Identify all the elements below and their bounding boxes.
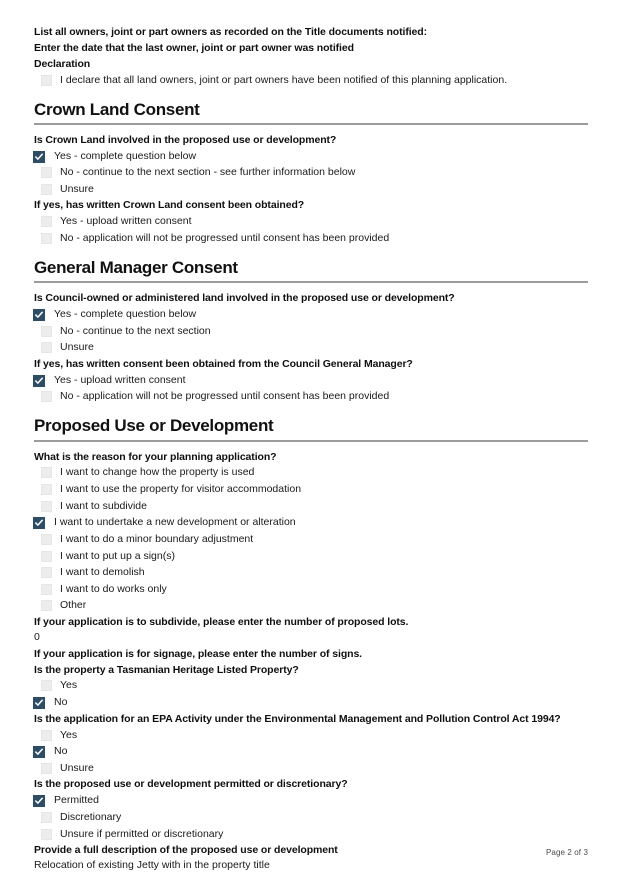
- section-heading-crown-land: Crown Land Consent: [34, 99, 200, 119]
- checkbox-label-gm-unsure: Unsure: [60, 341, 94, 354]
- checkbox-label-reason-change-use: I want to change how the property is used: [60, 466, 255, 479]
- question-crown-consent-obtained: If yes, has written Crown Land consent been obtained?: [34, 199, 305, 212]
- checkbox-label-reason-new-development: I want to undertake a new development or alteration: [54, 516, 296, 529]
- checkbox-label-gm-no: No - continue to the next section: [60, 324, 211, 337]
- check-icon: [35, 519, 43, 527]
- checkbox-label-crown-consent-yes: Yes - upload written consent: [60, 215, 192, 228]
- checkbox-row-declaration[interactable]: [34, 74, 588, 87]
- checkbox-row-reason-change-use[interactable]: [34, 466, 588, 479]
- list-owners-label: List all owners, joint or part owners as recorded on the Title documents notified:: [34, 26, 427, 38]
- section-proposed-use-or-development: [34, 416, 588, 872]
- checkbox-label-heritage-yes: Yes: [60, 679, 78, 692]
- checkbox-label-reason-boundary-adjustment: I want to do a minor boundary adjustment: [60, 532, 254, 545]
- check-icon: [35, 699, 43, 707]
- question-gm-consent-obtained: If yes, has written consent been obtained from the Council General Manager?: [34, 357, 413, 370]
- checkbox-reason-new-development[interactable]: [33, 517, 45, 529]
- checkbox-epa-yes[interactable]: [41, 730, 52, 741]
- checkbox-reason-signage[interactable]: [41, 551, 52, 562]
- checkbox-row-reason-boundary-adjustment[interactable]: [34, 533, 588, 546]
- section-general-manager-consent: [34, 258, 588, 403]
- checkbox-label-crown-yes: Yes - complete question below: [54, 149, 197, 162]
- checkbox-row-crown-consent-no[interactable]: [34, 232, 588, 245]
- checkbox-row-reason-subdivide[interactable]: [34, 500, 588, 513]
- checkbox-declaration[interactable]: [41, 75, 52, 86]
- checkbox-label-gm-consent-yes: Yes - upload written consent: [54, 373, 186, 386]
- checkbox-row-heritage-no[interactable]: [34, 696, 588, 709]
- section-divider-crown-land: [34, 123, 588, 125]
- question-full-description: Provide a full description of the proposed use or development: [34, 844, 338, 857]
- checkbox-reason-subdivide[interactable]: [41, 501, 52, 512]
- checkbox-label-crown-consent-no: No - application will not be progressed until consent has been provided: [60, 231, 390, 244]
- checkbox-gm-unsure[interactable]: [41, 342, 52, 353]
- checkbox-label-reason-demolish: I want to demolish: [60, 566, 145, 579]
- checkbox-label-reason-subdivide: I want to subdivide: [60, 499, 147, 512]
- checkbox-permitted[interactable]: [33, 795, 45, 807]
- checkbox-crown-yes[interactable]: [33, 151, 45, 163]
- page-content: [34, 26, 588, 873]
- checkbox-crown-consent-yes[interactable]: [41, 216, 52, 227]
- question-crown-land-involved: Is Crown Land involved in the proposed use or development?: [34, 133, 337, 146]
- checkbox-row-reason-visitor-accommodation[interactable]: [34, 483, 588, 496]
- checkbox-row-reason-works-only[interactable]: [34, 583, 588, 596]
- checkbox-row-crown-yes[interactable]: [34, 150, 588, 163]
- value-full-description: Relocation of existing Jetty with in the property title: [34, 859, 270, 872]
- checkbox-label-gm-consent-no: No - application will not be progressed until consent has been provided: [60, 390, 390, 403]
- check-icon: [35, 748, 43, 756]
- checkbox-row-gm-yes[interactable]: [34, 308, 588, 321]
- checkbox-row-epa-unsure[interactable]: [34, 762, 588, 775]
- question-permitted-or-discretionary: Is the proposed use or development permitted or discretionary?: [34, 778, 348, 791]
- check-icon: [35, 797, 43, 805]
- checkbox-label-crown-unsure: Unsure: [60, 182, 94, 195]
- checkbox-row-gm-unsure[interactable]: [34, 341, 588, 354]
- question-number-of-lots: If your application is to subdivide, please enter the number of proposed lots.: [34, 616, 409, 629]
- checkbox-row-reason-other[interactable]: [34, 599, 588, 612]
- checkbox-reason-works-only[interactable]: [41, 584, 52, 595]
- checkbox-label-permitted: Permitted: [54, 794, 99, 807]
- date-notified-label: Enter the date that the last owner, joint or part owner was notified: [34, 41, 354, 54]
- checkbox-label-reason-other: Other: [60, 599, 87, 612]
- checkbox-epa-unsure[interactable]: [41, 763, 52, 774]
- declaration-label: Declaration: [34, 57, 91, 70]
- checkbox-heritage-yes[interactable]: [41, 680, 52, 691]
- checkbox-unsure-permitted[interactable]: [41, 829, 52, 840]
- checkbox-row-epa-no[interactable]: [34, 745, 588, 758]
- checkbox-row-crown-no[interactable]: [34, 166, 588, 179]
- checkbox-gm-consent-yes[interactable]: [33, 375, 45, 387]
- check-icon: [35, 311, 43, 319]
- section-heading-general-manager: General Manager Consent: [34, 258, 238, 278]
- checkbox-reason-demolish[interactable]: [41, 567, 52, 578]
- checkbox-reason-boundary-adjustment[interactable]: [41, 534, 52, 545]
- checkbox-row-crown-unsure[interactable]: [34, 183, 588, 196]
- section-divider-proposed-use: [34, 440, 588, 442]
- checkbox-row-reason-signage[interactable]: [34, 550, 588, 563]
- checkbox-label-reason-signage: I want to put up a sign(s): [60, 549, 175, 562]
- section-divider-general-manager: [34, 281, 588, 283]
- section-heading-proposed-use: Proposed Use or Development: [34, 416, 274, 436]
- checkbox-label-declaration: I declare that all land owners, joint or part owners have been notified of this planning application.: [60, 73, 508, 86]
- question-heritage-listed: Is the property a Tasmanian Heritage Listed Property?: [34, 663, 299, 676]
- checkbox-reason-change-use[interactable]: [41, 467, 52, 478]
- checkbox-row-epa-yes[interactable]: [34, 729, 588, 742]
- checkbox-row-crown-consent-yes[interactable]: [34, 215, 588, 228]
- checkbox-gm-no[interactable]: [41, 326, 52, 337]
- checkbox-row-discretionary[interactable]: [34, 811, 588, 824]
- checkbox-label-gm-yes: Yes - complete question below: [54, 308, 197, 320]
- checkbox-row-reason-demolish[interactable]: [34, 566, 588, 579]
- section-crown-land-consent: [34, 100, 588, 245]
- checkbox-row-gm-consent-no[interactable]: [34, 390, 588, 403]
- check-icon: [35, 153, 43, 161]
- checkbox-epa-no[interactable]: [33, 746, 45, 758]
- checkbox-label-reason-works-only: I want to do works only: [60, 582, 167, 595]
- checkbox-discretionary[interactable]: [41, 812, 52, 823]
- checkbox-label-crown-no: No - continue to the next section - see further information below: [60, 166, 356, 179]
- question-application-reason: What is the reason for your planning application?: [34, 450, 277, 463]
- checkbox-crown-no[interactable]: [41, 167, 52, 178]
- checkbox-crown-unsure[interactable]: [41, 184, 52, 195]
- checkbox-label-epa-yes: Yes: [60, 728, 78, 741]
- checkbox-reason-other[interactable]: [41, 600, 52, 611]
- question-council-land-involved: Is Council-owned or administered land involved in the proposed use or development?: [34, 292, 455, 305]
- checkbox-label-discretionary: Discretionary: [60, 810, 122, 823]
- checkbox-label-heritage-no: No: [54, 696, 68, 709]
- checkbox-label-unsure-permitted: Unsure if permitted or discretionary: [60, 827, 224, 840]
- checkbox-heritage-no[interactable]: [33, 697, 45, 709]
- checkbox-row-gm-consent-yes[interactable]: [34, 374, 588, 387]
- question-epa-activity: Is the application for an EPA Activity under the Environmental Management and Pollution Control Act 1994?: [34, 712, 561, 725]
- owners-notified-block: [34, 26, 588, 87]
- checkbox-label-epa-no: No: [54, 745, 68, 758]
- checkbox-gm-consent-no[interactable]: [41, 391, 52, 402]
- checkbox-label-reason-visitor-accommodation: I want to use the property for visitor accommodation: [60, 483, 302, 496]
- check-icon: [35, 377, 43, 385]
- checkbox-label-epa-unsure: Unsure: [60, 761, 94, 774]
- checkbox-row-unsure-permitted[interactable]: [34, 828, 588, 841]
- checkbox-row-reason-new-development[interactable]: [34, 516, 588, 529]
- checkbox-row-gm-no[interactable]: [34, 325, 588, 338]
- question-number-of-signs: If your application is for signage, please enter the number of signs.: [34, 647, 362, 660]
- checkbox-row-heritage-yes[interactable]: [34, 679, 588, 692]
- value-number-of-lots: 0: [34, 630, 40, 643]
- checkbox-reason-visitor-accommodation[interactable]: [41, 484, 52, 495]
- checkbox-gm-yes[interactable]: [33, 309, 45, 321]
- checkbox-crown-consent-no[interactable]: [41, 233, 52, 244]
- checkbox-row-permitted[interactable]: [34, 794, 588, 807]
- page-footer: Page 2 of 3: [545, 848, 588, 857]
